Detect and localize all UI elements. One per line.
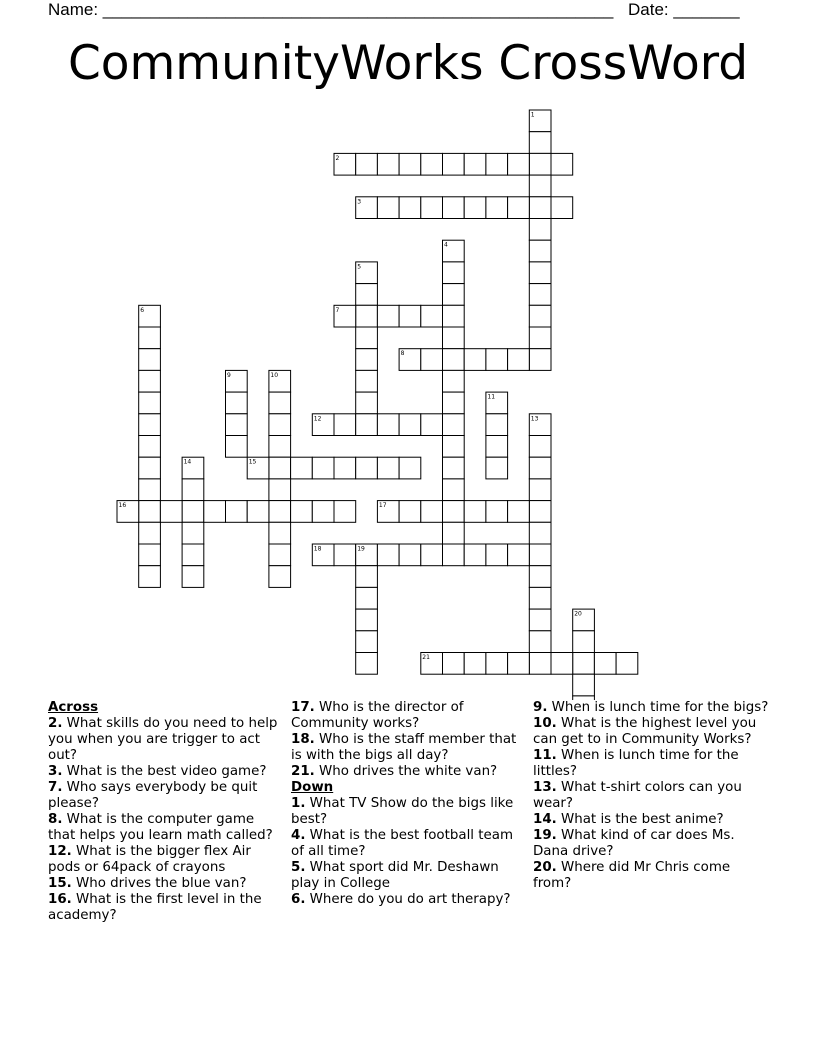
grid-cell[interactable] xyxy=(399,544,421,566)
clue-number: 8. xyxy=(48,812,63,827)
grid-cell[interactable] xyxy=(529,349,551,371)
grid-cell[interactable] xyxy=(529,479,551,501)
grid-cell[interactable] xyxy=(269,436,291,458)
grid-cell[interactable] xyxy=(334,414,356,436)
grid-cell[interactable] xyxy=(399,457,421,479)
grid-cell[interactable] xyxy=(443,349,465,371)
grid-cell[interactable] xyxy=(356,327,378,349)
clue-text: What is the best anime? xyxy=(561,812,724,827)
grid-cell[interactable] xyxy=(421,197,443,219)
grid-cell[interactable] xyxy=(443,197,465,219)
clue-across-16 xyxy=(48,892,284,924)
grid-cell[interactable] xyxy=(529,197,551,219)
clue-down-6 xyxy=(291,892,527,908)
clue-down-13 xyxy=(533,780,769,812)
grid-cell[interactable] xyxy=(529,501,551,523)
grid-cell[interactable] xyxy=(182,544,204,566)
grid-cell[interactable] xyxy=(377,305,399,327)
grid-cell[interactable] xyxy=(529,544,551,566)
grid-cell[interactable] xyxy=(182,479,204,501)
grid-cell[interactable] xyxy=(182,501,204,523)
grid-cell[interactable] xyxy=(443,479,465,501)
grid-cell[interactable] xyxy=(421,305,443,327)
clues-column-3 xyxy=(533,700,769,892)
grid-cell[interactable] xyxy=(508,153,530,175)
grid-cell[interactable] xyxy=(421,544,443,566)
grid-cell[interactable] xyxy=(399,305,421,327)
grid-cell[interactable] xyxy=(182,566,204,588)
grid-cell[interactable] xyxy=(551,653,573,675)
grid-cell[interactable] xyxy=(291,501,313,523)
grid-cell[interactable] xyxy=(529,631,551,653)
clue-across-21 xyxy=(291,764,527,780)
cell-number: 2 xyxy=(335,154,340,162)
grid-cell[interactable] xyxy=(486,153,508,175)
cell-number: 18 xyxy=(313,545,322,553)
clue-text: What t-shirt colors can you wear? xyxy=(533,780,742,811)
clue-number: 10. xyxy=(533,716,557,731)
clue-number: 6. xyxy=(291,892,306,907)
grid-cell[interactable] xyxy=(334,501,356,523)
grid-cell[interactable] xyxy=(421,501,443,523)
clue-number: 11. xyxy=(533,748,557,763)
cell-number: 10 xyxy=(270,371,279,379)
grid-cell[interactable] xyxy=(356,370,378,392)
grid-cell[interactable] xyxy=(529,587,551,609)
page-title: CommunityWorks CrossWord xyxy=(67,36,749,91)
grid-cell[interactable] xyxy=(443,653,465,675)
grid-cell[interactable] xyxy=(529,457,551,479)
clue-text: What TV Show do the bigs like best? xyxy=(291,796,514,827)
grid-cell[interactable] xyxy=(529,566,551,588)
grid-cell[interactable] xyxy=(139,392,161,414)
grid-cell[interactable] xyxy=(464,544,486,566)
clue-text: What is the highest level you can get to in Community Works? xyxy=(533,716,757,747)
clue-text: What is the best football team of all time? xyxy=(291,828,514,859)
grid-cell[interactable] xyxy=(464,197,486,219)
grid-cell[interactable] xyxy=(139,436,161,458)
clue-text: When is lunch time for the littles? xyxy=(533,748,739,779)
cell-number: 21 xyxy=(422,654,430,661)
clue-text: What is the first level in the academy? xyxy=(48,892,262,923)
clue-down-5 xyxy=(291,860,527,892)
grid-cell[interactable] xyxy=(443,153,465,175)
grid-cell[interactable] xyxy=(486,653,508,675)
grid-cell[interactable] xyxy=(139,479,161,501)
grid-cell[interactable] xyxy=(529,175,551,197)
grid-cell[interactable] xyxy=(399,414,421,436)
clue-text: Where do you do art therapy? xyxy=(309,892,511,907)
cell-number: 15 xyxy=(248,458,257,466)
grid-cell[interactable] xyxy=(421,153,443,175)
clue-number: 13. xyxy=(533,780,557,795)
grid-cell[interactable] xyxy=(443,501,465,523)
grid-cell[interactable] xyxy=(139,327,161,349)
cell-number: 13 xyxy=(530,415,539,423)
grid-cell[interactable] xyxy=(529,240,551,262)
grid-cell[interactable] xyxy=(139,349,161,371)
grid-cell[interactable] xyxy=(486,349,508,371)
clue-across-2 xyxy=(48,716,284,764)
cell-number: 20 xyxy=(574,610,582,618)
clue-text: What sport did Mr. Deshawn play in College xyxy=(291,860,499,891)
clue-number: 16. xyxy=(48,892,72,907)
grid-cell[interactable] xyxy=(226,414,248,436)
grid-cell[interactable] xyxy=(139,457,161,479)
clue-text: What skills do you need to help you when you are trigger to act out? xyxy=(48,716,278,763)
grid-cell[interactable] xyxy=(529,219,551,241)
grid-cell[interactable] xyxy=(139,414,161,436)
across-heading: Across xyxy=(48,700,99,715)
name-label: Name: xyxy=(48,0,103,19)
grid-cell[interactable] xyxy=(443,457,465,479)
grid-cell[interactable] xyxy=(464,501,486,523)
clue-text: What is the bigger flex Air pods or 64pack of crayons xyxy=(48,844,251,875)
clue-number: 14. xyxy=(533,812,557,827)
cell-number: 4 xyxy=(444,241,448,249)
name-blank[interactable]: ______________________________________________________ xyxy=(102,0,614,19)
clues-column-1 xyxy=(48,700,284,924)
grid-cell[interactable] xyxy=(356,587,378,609)
cell-number: 9 xyxy=(227,371,231,379)
grid-cell[interactable] xyxy=(356,284,378,306)
clue-number: 4. xyxy=(291,828,306,843)
grid-cell[interactable] xyxy=(356,392,378,414)
grid-cell[interactable] xyxy=(486,457,508,479)
cell-number: 14 xyxy=(183,458,192,466)
grid-cell[interactable] xyxy=(443,284,465,306)
grid-cell[interactable] xyxy=(508,653,530,675)
clue-across-15 xyxy=(48,876,284,892)
grid-cell[interactable] xyxy=(356,631,378,653)
grid-cell[interactable] xyxy=(269,414,291,436)
grid-cell[interactable] xyxy=(443,414,465,436)
grid-cell[interactable] xyxy=(226,392,248,414)
grid-cell[interactable] xyxy=(464,349,486,371)
grid-cell[interactable] xyxy=(377,414,399,436)
clue-text: What is the best video game? xyxy=(66,764,267,779)
grid-cell[interactable] xyxy=(421,349,443,371)
grid-cell[interactable] xyxy=(508,349,530,371)
grid-cell[interactable] xyxy=(508,197,530,219)
grid-cell[interactable] xyxy=(486,501,508,523)
clue-across-3 xyxy=(48,764,284,780)
grid-cell[interactable] xyxy=(377,457,399,479)
grid-cell[interactable] xyxy=(247,501,269,523)
clue-number: 7. xyxy=(48,780,63,795)
grid-cell[interactable] xyxy=(269,522,291,544)
clue-number: 15. xyxy=(48,876,72,891)
cell-number: 1 xyxy=(530,111,535,119)
clue-number: 3. xyxy=(48,764,63,779)
clue-down-14 xyxy=(533,812,769,828)
grid-cell[interactable] xyxy=(443,370,465,392)
clue-number: 19. xyxy=(533,828,557,843)
grid-cell[interactable] xyxy=(399,501,421,523)
grid-cell[interactable] xyxy=(443,436,465,458)
clue-text: Who is the staff member that is with the bigs all day? xyxy=(291,732,517,763)
grid-cell[interactable] xyxy=(551,153,573,175)
grid-cell[interactable] xyxy=(356,349,378,371)
cell-number: 5 xyxy=(357,263,362,271)
grid-cell[interactable] xyxy=(486,436,508,458)
grid-cell[interactable] xyxy=(551,197,573,219)
clue-down-4 xyxy=(291,828,527,860)
grid-cell[interactable] xyxy=(529,436,551,458)
clue-number: 9. xyxy=(533,700,548,715)
grid-cell[interactable] xyxy=(443,392,465,414)
grid-cell[interactable] xyxy=(291,457,313,479)
cell-number: 6 xyxy=(140,306,145,314)
grid-cell[interactable] xyxy=(204,501,226,523)
cell-number: 16 xyxy=(118,502,127,510)
grid-cell[interactable] xyxy=(573,631,595,653)
grid-cell[interactable] xyxy=(139,370,161,392)
grid-cell[interactable] xyxy=(356,414,378,436)
cell-number: 11 xyxy=(487,393,496,401)
clue-down-19 xyxy=(533,828,769,860)
grid-cell[interactable] xyxy=(529,132,551,154)
grid-cell[interactable] xyxy=(443,522,465,544)
grid-cell[interactable] xyxy=(334,457,356,479)
clue-down-20 xyxy=(533,860,769,892)
cell-number: 8 xyxy=(400,350,405,358)
clue-across-18 xyxy=(291,732,527,764)
grid-cell[interactable] xyxy=(464,153,486,175)
grid-cell[interactable] xyxy=(269,544,291,566)
grid-cell[interactable] xyxy=(508,501,530,523)
cell-number: 12 xyxy=(313,415,322,423)
grid-cell[interactable] xyxy=(486,197,508,219)
grid-cell[interactable] xyxy=(377,544,399,566)
grid-cell[interactable] xyxy=(421,414,443,436)
clue-number: 21. xyxy=(291,764,315,779)
grid-cell[interactable] xyxy=(486,414,508,436)
grid-cell[interactable] xyxy=(269,501,291,523)
clue-text: Where did Mr Chris come from? xyxy=(533,860,731,891)
grid-cell[interactable] xyxy=(334,544,356,566)
clue-across-8 xyxy=(48,812,284,844)
clue-number: 17. xyxy=(291,700,315,715)
grid-cell[interactable] xyxy=(443,305,465,327)
cell-number: 19 xyxy=(357,545,365,553)
cell-number: 7 xyxy=(335,306,340,314)
grid-cell[interactable] xyxy=(529,653,551,675)
clue-text: When is lunch time for the bigs? xyxy=(551,700,769,715)
grid-cell[interactable] xyxy=(139,522,161,544)
date-blank[interactable]: _______ xyxy=(673,0,740,19)
grid-cell[interactable] xyxy=(356,153,378,175)
clue-down-9 xyxy=(533,700,769,716)
grid-cell[interactable] xyxy=(269,392,291,414)
grid-cell[interactable] xyxy=(616,653,638,675)
grid-cell[interactable] xyxy=(529,327,551,349)
grid-cell[interactable] xyxy=(443,544,465,566)
clue-down-11 xyxy=(533,748,769,780)
grid-cell[interactable] xyxy=(573,653,595,675)
grid-cell[interactable] xyxy=(529,305,551,327)
clue-number: 20. xyxy=(533,860,557,875)
grid-cell[interactable] xyxy=(139,544,161,566)
grid-cell[interactable] xyxy=(486,544,508,566)
clue-number: 12. xyxy=(48,844,72,859)
cell-number: 17 xyxy=(378,502,387,510)
clues-column-2 xyxy=(291,700,527,908)
grid-cell[interactable] xyxy=(399,197,421,219)
grid-cell[interactable] xyxy=(529,609,551,631)
down-heading: Down xyxy=(291,780,334,795)
clue-number: 1. xyxy=(291,796,306,811)
clue-text: What kind of car does Ms. Dana drive? xyxy=(533,828,735,859)
clue-text: Who drives the white van? xyxy=(319,764,498,779)
grid-cell[interactable] xyxy=(529,262,551,284)
grid-cell[interactable] xyxy=(226,501,248,523)
clue-number: 5. xyxy=(291,860,306,875)
grid-cell[interactable] xyxy=(269,479,291,501)
grid-cell[interactable] xyxy=(529,153,551,175)
clue-text: Who is the director of Community works? xyxy=(291,700,464,731)
date-label: Date: xyxy=(628,0,674,19)
grid-cell[interactable] xyxy=(226,436,248,458)
grid-cell[interactable] xyxy=(399,153,421,175)
grid-cell[interactable] xyxy=(443,262,465,284)
clue-text: Who drives the blue van? xyxy=(76,876,247,891)
clue-down-10 xyxy=(533,716,769,748)
grid-cell[interactable] xyxy=(508,544,530,566)
grid-cell[interactable] xyxy=(356,457,378,479)
clue-number: 18. xyxy=(291,732,315,747)
clue-across-17 xyxy=(291,700,527,732)
clue-text: What is the computer game that helps you learn math called? xyxy=(48,812,273,843)
grid-cell[interactable] xyxy=(139,566,161,588)
grid-cell[interactable] xyxy=(312,457,334,479)
grid-cell[interactable] xyxy=(269,566,291,588)
grid-cell[interactable] xyxy=(464,653,486,675)
grid-cell[interactable] xyxy=(529,284,551,306)
clue-number: 2. xyxy=(48,716,63,731)
grid-cell[interactable] xyxy=(573,674,595,696)
clue-across-7 xyxy=(48,780,284,812)
grid-cell[interactable] xyxy=(356,566,378,588)
grid-cell[interactable] xyxy=(139,501,161,523)
clue-down-1 xyxy=(291,796,527,828)
grid-cell[interactable] xyxy=(356,305,378,327)
grid-cell[interactable] xyxy=(269,457,291,479)
grid-cell[interactable] xyxy=(160,501,182,523)
grid-cell[interactable] xyxy=(594,653,616,675)
grid-cell[interactable] xyxy=(529,522,551,544)
grid-cell[interactable] xyxy=(377,197,399,219)
grid-cell[interactable] xyxy=(377,153,399,175)
cell-number: 3 xyxy=(357,198,362,206)
grid-cell[interactable] xyxy=(443,327,465,349)
grid-cell[interactable] xyxy=(182,522,204,544)
clue-across-12 xyxy=(48,844,284,876)
grid-cell[interactable] xyxy=(312,501,334,523)
clue-text: Who says everybody be quit please? xyxy=(48,780,258,811)
grid-cell[interactable] xyxy=(356,609,378,631)
grid-cell[interactable] xyxy=(356,653,378,675)
